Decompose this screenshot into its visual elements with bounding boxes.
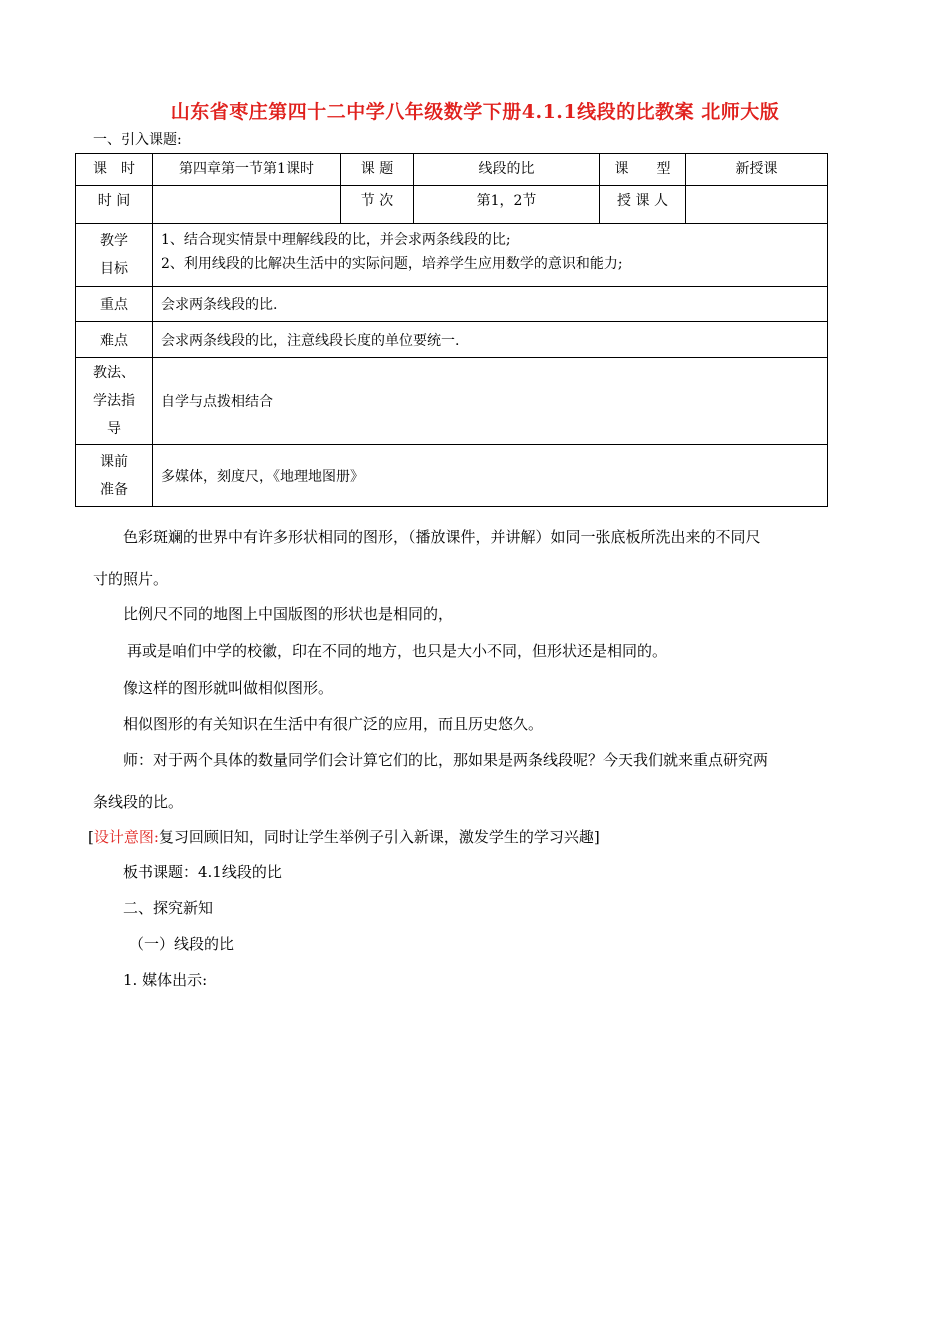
cell-topic-value: 线段的比: [414, 154, 600, 186]
design-label: 设计意图:: [93, 828, 159, 846]
lesson-info-table: [75, 153, 828, 507]
cell-goals-label: [76, 224, 153, 287]
paragraph: 相似图形的有关知识在生活中有很广泛的应用，而且历史悠久。: [123, 715, 544, 733]
cell-goals-text: [153, 224, 828, 287]
cell-key-text: 会求两条线段的比.: [153, 287, 828, 322]
paragraph: 再或是咱们中学的校徽，印在不同的地方，也只是大小不同，但形状还是相同的。: [127, 642, 668, 660]
cell-teacher-label: 授 课 人: [600, 186, 686, 224]
paragraph: 寸的照片。: [93, 570, 169, 588]
prep-label-line: 准备: [100, 481, 128, 498]
cell-difficulty-label: 难点: [76, 322, 153, 358]
paragraph: 板书课题：4.1线段的比: [123, 863, 282, 881]
cell-time-value: [153, 186, 341, 224]
table-row: [76, 358, 828, 445]
design-intent: [88, 826, 858, 848]
table-row: [76, 445, 828, 507]
goal-item: 2、利用线段的比解决生活中的实际问题，培养学生应用数学的意识和能力;: [161, 256, 623, 272]
goals-label-line: 教学: [100, 233, 128, 249]
cell-session-value: 第1，2节: [414, 186, 600, 224]
method-label-line: 导: [107, 421, 121, 437]
method-label-line: 学法指: [93, 393, 135, 409]
paragraph: 色彩斑斓的世界中有许多形状相同的图形，（播放课件，并讲解）如同一张底板所洗出来的不同尺: [123, 528, 761, 546]
cell-prep-text: 多媒体，刻度尺，《地理地图册》: [153, 445, 828, 507]
cell-method-text: 自学与点拨相结合: [153, 358, 828, 445]
cell-difficulty-text: 会求两条线段的比，注意线段长度的单位要统一.: [153, 322, 828, 358]
cell-type-label: 课 型: [600, 154, 686, 186]
paragraph: 比例尺不同的地图上中国版图的形状也是相同的，: [123, 605, 454, 623]
paragraph: 师：对于两个具体的数量同学们会计算它们的比，那如果是两条线段呢？今天我们就来重点研究两: [123, 751, 769, 769]
table-row: [76, 224, 828, 287]
goal-item: 1、结合现实情景中理解线段的比，并会求两条线段的比;: [161, 232, 511, 248]
design-bracket: [: [88, 828, 94, 846]
cell-period-label: 课 时: [76, 154, 153, 186]
list-item: 1. 媒体出示:: [123, 971, 208, 989]
cell-prep-label: [76, 445, 153, 507]
method-label-line: 教法、: [93, 365, 135, 381]
goals-label-line: 目标: [100, 261, 128, 277]
cell-type-value: 新授课: [686, 154, 828, 186]
cell-teacher-value: [686, 186, 828, 224]
table-row: [76, 186, 828, 224]
table-row: [76, 287, 828, 322]
cell-period-value: 第四章第一节第1课时: [153, 154, 341, 186]
paragraph: 条线段的比。: [93, 793, 184, 811]
table-row: [76, 322, 828, 358]
page-title: 山东省枣庄第四十二中学八年级数学下册4.1.1线段的比教案 北师大版: [170, 101, 780, 123]
design-text: 复习回顾旧知，同时让学生举例子引入新课，激发学生的学习兴趣]: [158, 828, 600, 846]
cell-time-label: 时 间: [76, 186, 153, 224]
table-row: [76, 154, 828, 186]
subsection-heading: （一）线段的比: [129, 935, 235, 953]
cell-key-label: 重点: [76, 287, 153, 322]
prep-label-line: 课前: [100, 453, 128, 470]
section-heading-explore: 二、探究新知: [123, 899, 214, 917]
cell-session-label: 节 次: [341, 186, 414, 224]
paragraph: 像这样的图形就叫做相似图形。: [123, 679, 334, 697]
cell-topic-label: 课 题: [341, 154, 414, 186]
section-heading-intro: 一、引入课题:: [93, 132, 182, 148]
cell-method-label: [76, 358, 153, 445]
